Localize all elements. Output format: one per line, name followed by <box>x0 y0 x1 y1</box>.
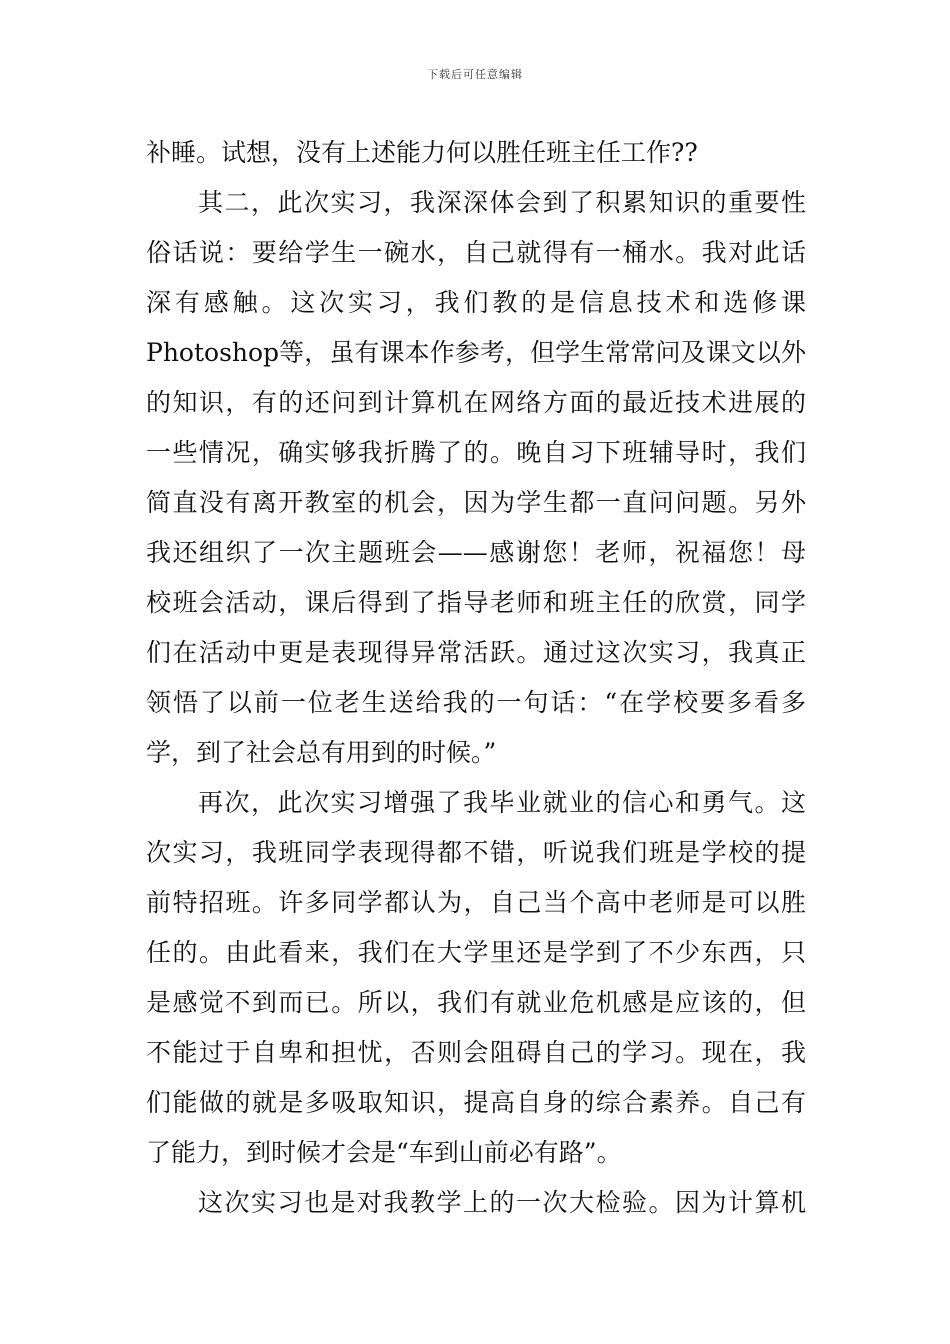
text-line: 一些情况，确实够我折腾了的。晚自习下班辅导时，我们 <box>146 438 806 467</box>
text-line: 领悟了以前一位老生送给我的一句话：“在学校要多看多 <box>146 688 806 717</box>
text-line: 是感觉不到而已。所以，我们有就业危机感是应该的，但 <box>146 988 806 1017</box>
text-line: 再次，此次实习增强了我毕业就业的信心和勇气。这 <box>198 788 806 817</box>
text-line: 简直没有离开教室的机会，因为学生都一直问问题。另外 <box>146 488 806 517</box>
text-line: 补睡。试想，没有上述能力何以胜任班主任工作?? <box>146 138 698 167</box>
text-line: 了能力，到时候才会是“车到山前必有路”。 <box>146 1138 622 1167</box>
paragraph <box>146 178 806 778</box>
text-line: 我还组织了一次主题班会——感谢您！老师，祝福您！母 <box>146 538 806 567</box>
text-line: 学，到了社会总有用到的时候。” <box>146 738 497 767</box>
paragraph <box>146 128 806 178</box>
text-line: 次实习，我班同学表现得都不错，听说我们班是学校的提 <box>146 838 806 867</box>
text-line: 不能过于自卑和担忧，否则会阻碍自己的学习。现在，我 <box>146 1038 806 1067</box>
document-body <box>146 128 806 1228</box>
paragraph <box>146 778 806 1178</box>
text-line: 的知识，有的还问到计算机在网络方面的最近技术进展的 <box>146 388 806 417</box>
text-line: 们在活动中更是表现得异常活跃。通过这次实习，我真正 <box>146 638 806 667</box>
text-line: 俗话说：要给学生一碗水，自己就得有一桶水。我对此话 <box>146 238 806 267</box>
paragraph <box>146 1178 806 1228</box>
text-line: 校班会活动，课后得到了指导老师和班主任的欣赏，同学 <box>146 588 806 617</box>
text-line: 其二，此次实习，我深深体会到了积累知识的重要性 <box>198 188 806 217</box>
text-line: 深有感触。这次实习，我们教的是信息技术和选修课 <box>146 288 806 317</box>
text-line: 们能做的就是多吸取知识，提高自身的综合素养。自己有 <box>146 1088 806 1117</box>
page-header: 下载后可任意编辑 <box>427 68 523 81</box>
text-line: 任的。由此看来，我们在大学里还是学到了不少东西，只 <box>146 938 806 967</box>
text-line: 前特招班。许多同学都认为，自己当个高中老师是可以胜 <box>146 888 806 917</box>
text-line: Photoshop等，虽有课本作参考，但学生常常问及课文以外 <box>146 338 806 367</box>
text-line: 这次实习也是对我教学上的一次大检验。因为计算机 <box>198 1188 806 1217</box>
